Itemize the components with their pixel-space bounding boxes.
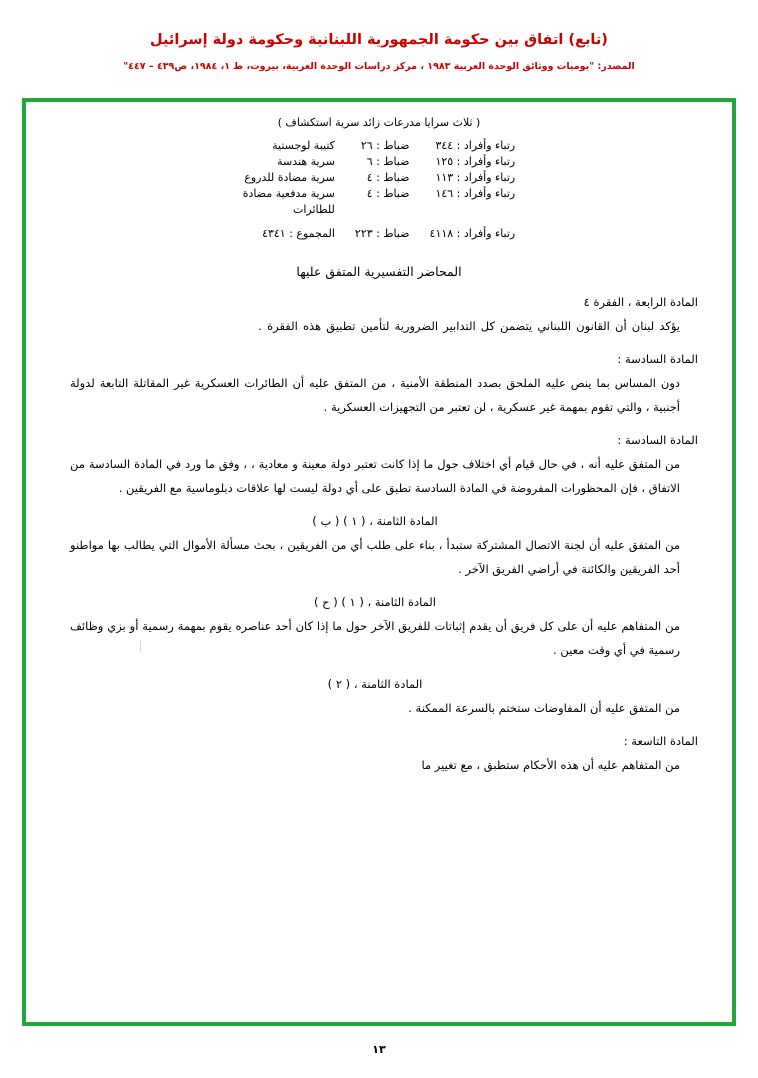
content-frame bbox=[22, 98, 736, 1026]
article-paragraph: من المتفاهم عليه أن على كل فريق أن يقدم إثباتات للفريق الآخر حول ما إذا كان أحد عناصره يقوم بمهمة رسمية أو بزي وظائف رسمية في أي وقت معين . bbox=[70, 619, 680, 657]
cell-unit-name: للطائرات bbox=[292, 202, 335, 216]
article-block-8-2 bbox=[52, 677, 706, 721]
cell-unit-name: سرية مضادة للدروع bbox=[244, 170, 335, 184]
cell-total-officers: ضباط : ٢٢٣ bbox=[354, 227, 410, 240]
force-strength-table bbox=[233, 137, 525, 242]
cell-total-others: رتباء وأفراد : ٤١١٨ bbox=[429, 227, 516, 240]
margin-tick-mark bbox=[140, 640, 141, 652]
cell-others bbox=[420, 201, 526, 217]
table-total-row bbox=[233, 217, 525, 242]
article-paragraph: دون المساس بما ينص عليه الملحق بصدد المنطقة الأمنية ، من المتفق عليه أن الطائرات العسكرية غير المقاتلة التابعة لدولة أجنبية ، والتي تقوم بمهمة غير عسكرية ، لن تعتبر من التجهيزات العسكرية . bbox=[70, 376, 680, 414]
article-block-9 bbox=[52, 734, 706, 778]
article-block-6a bbox=[52, 352, 706, 419]
article-block-8-1-b bbox=[52, 514, 706, 581]
cell-officers: ضباط : ٤ bbox=[366, 170, 410, 184]
table-row bbox=[233, 201, 525, 217]
article-paragraph: من المتفق عليه أن لجنة الاتصال المشتركة ستبدأ ، بناء على طلب أي من الفريقين ، بحث مسألة الأموال التي يطالب بها مواطنو أحد الفريقين والكائنة في أراضي الفريق الآخر . bbox=[70, 538, 680, 576]
source-line: المصدر: "يوميات ووثائق الوحدة العربية ١٩٨٣ ، مركز دراسات الوحدة العربية، بيروت، ط ١، ١٩٨٤، ص٤٣٩ – ٤٤٧" bbox=[123, 61, 635, 73]
section-heading-minutes: المحاضر التفسيرية المتفق عليها bbox=[296, 263, 462, 279]
cell-others: رتباء وأفراد : ١١٣ bbox=[435, 170, 516, 184]
force-table-note: ( ثلاث سرايا مدرعات زائد سرية استكشاف ) bbox=[277, 116, 481, 129]
article-block-6b bbox=[52, 433, 706, 500]
article-heading: المادة التاسعة : bbox=[623, 734, 698, 749]
content-body bbox=[26, 102, 732, 1022]
document-header bbox=[0, 0, 758, 74]
page-title: (تابع) اتفاق بين حكومة الجمهورية اللبنانية وحكومة دولة إسرائيل bbox=[150, 32, 608, 48]
article-heading: المادة الثامنة ، ( ٢ ) bbox=[327, 676, 423, 691]
article-block-8-1-h bbox=[52, 595, 706, 662]
article-paragraph: من المتفق عليه أنه ، في حال قيام أي اختلاف حول ما إذا كانت تعتبر دولة معينة و معادية ، ، وفق ما ورد في المادة السادسة من الاتفاق ، فإن المحظورات المفروضة في المادة السادسة تطبق على أي دولة ليست لها علاقات دبلوماسية مع الفريقين . bbox=[70, 457, 680, 495]
article-heading: المادة السادسة : bbox=[617, 433, 698, 448]
cell-unit-name: سرية هندسة bbox=[277, 154, 335, 168]
cell-officers: ضباط : ٢٦ bbox=[360, 138, 410, 152]
article-heading: المادة الرابعة ، الفقرة ٤ bbox=[583, 294, 698, 309]
cell-others: رتباء وأفراد : ١٢٥ bbox=[435, 154, 516, 168]
table-row bbox=[233, 169, 525, 185]
cell-officers: ضباط : ٤ bbox=[366, 186, 410, 200]
cell-total-label: المجموع : ٤٣٤١ bbox=[262, 227, 335, 240]
article-paragraph: يؤكد لبنان أن القانون اللبناني يتضمن كل التدابير الضرورية لتأمين تطبيق هذه الفقرة . bbox=[258, 318, 680, 333]
cell-officers bbox=[345, 201, 420, 217]
cell-unit-name: كتيبة لوجستية bbox=[272, 138, 335, 152]
cell-others: رتباء وأفراد : ١٤٦ bbox=[435, 186, 516, 200]
cell-others: رتباء وأفراد : ٣٤٤ bbox=[435, 138, 516, 152]
article-heading: المادة السادسة : bbox=[617, 352, 698, 367]
article-paragraph: من المتفاهم عليه أن هذه الأحكام ستطبق ، مع تغيير ما bbox=[421, 758, 680, 773]
page-number: ١٣ bbox=[372, 1043, 386, 1056]
article-heading: المادة الثامنة ، ( ١ ) ( ب ) bbox=[312, 514, 438, 529]
table-row bbox=[233, 185, 525, 201]
article-heading: المادة الثامنة ، ( ١ ) ( ح ) bbox=[314, 595, 436, 610]
article-paragraph: من المتفق عليه أن المفاوضات ستختم بالسرعة الممكنة . bbox=[408, 700, 680, 715]
table-body bbox=[233, 137, 525, 242]
table-row bbox=[233, 137, 525, 153]
cell-unit-name: سرية مدفعية مضادة bbox=[242, 186, 335, 200]
article-block-4 bbox=[52, 295, 706, 339]
table-row bbox=[233, 153, 525, 169]
cell-officers: ضباط : ٦ bbox=[366, 154, 410, 168]
